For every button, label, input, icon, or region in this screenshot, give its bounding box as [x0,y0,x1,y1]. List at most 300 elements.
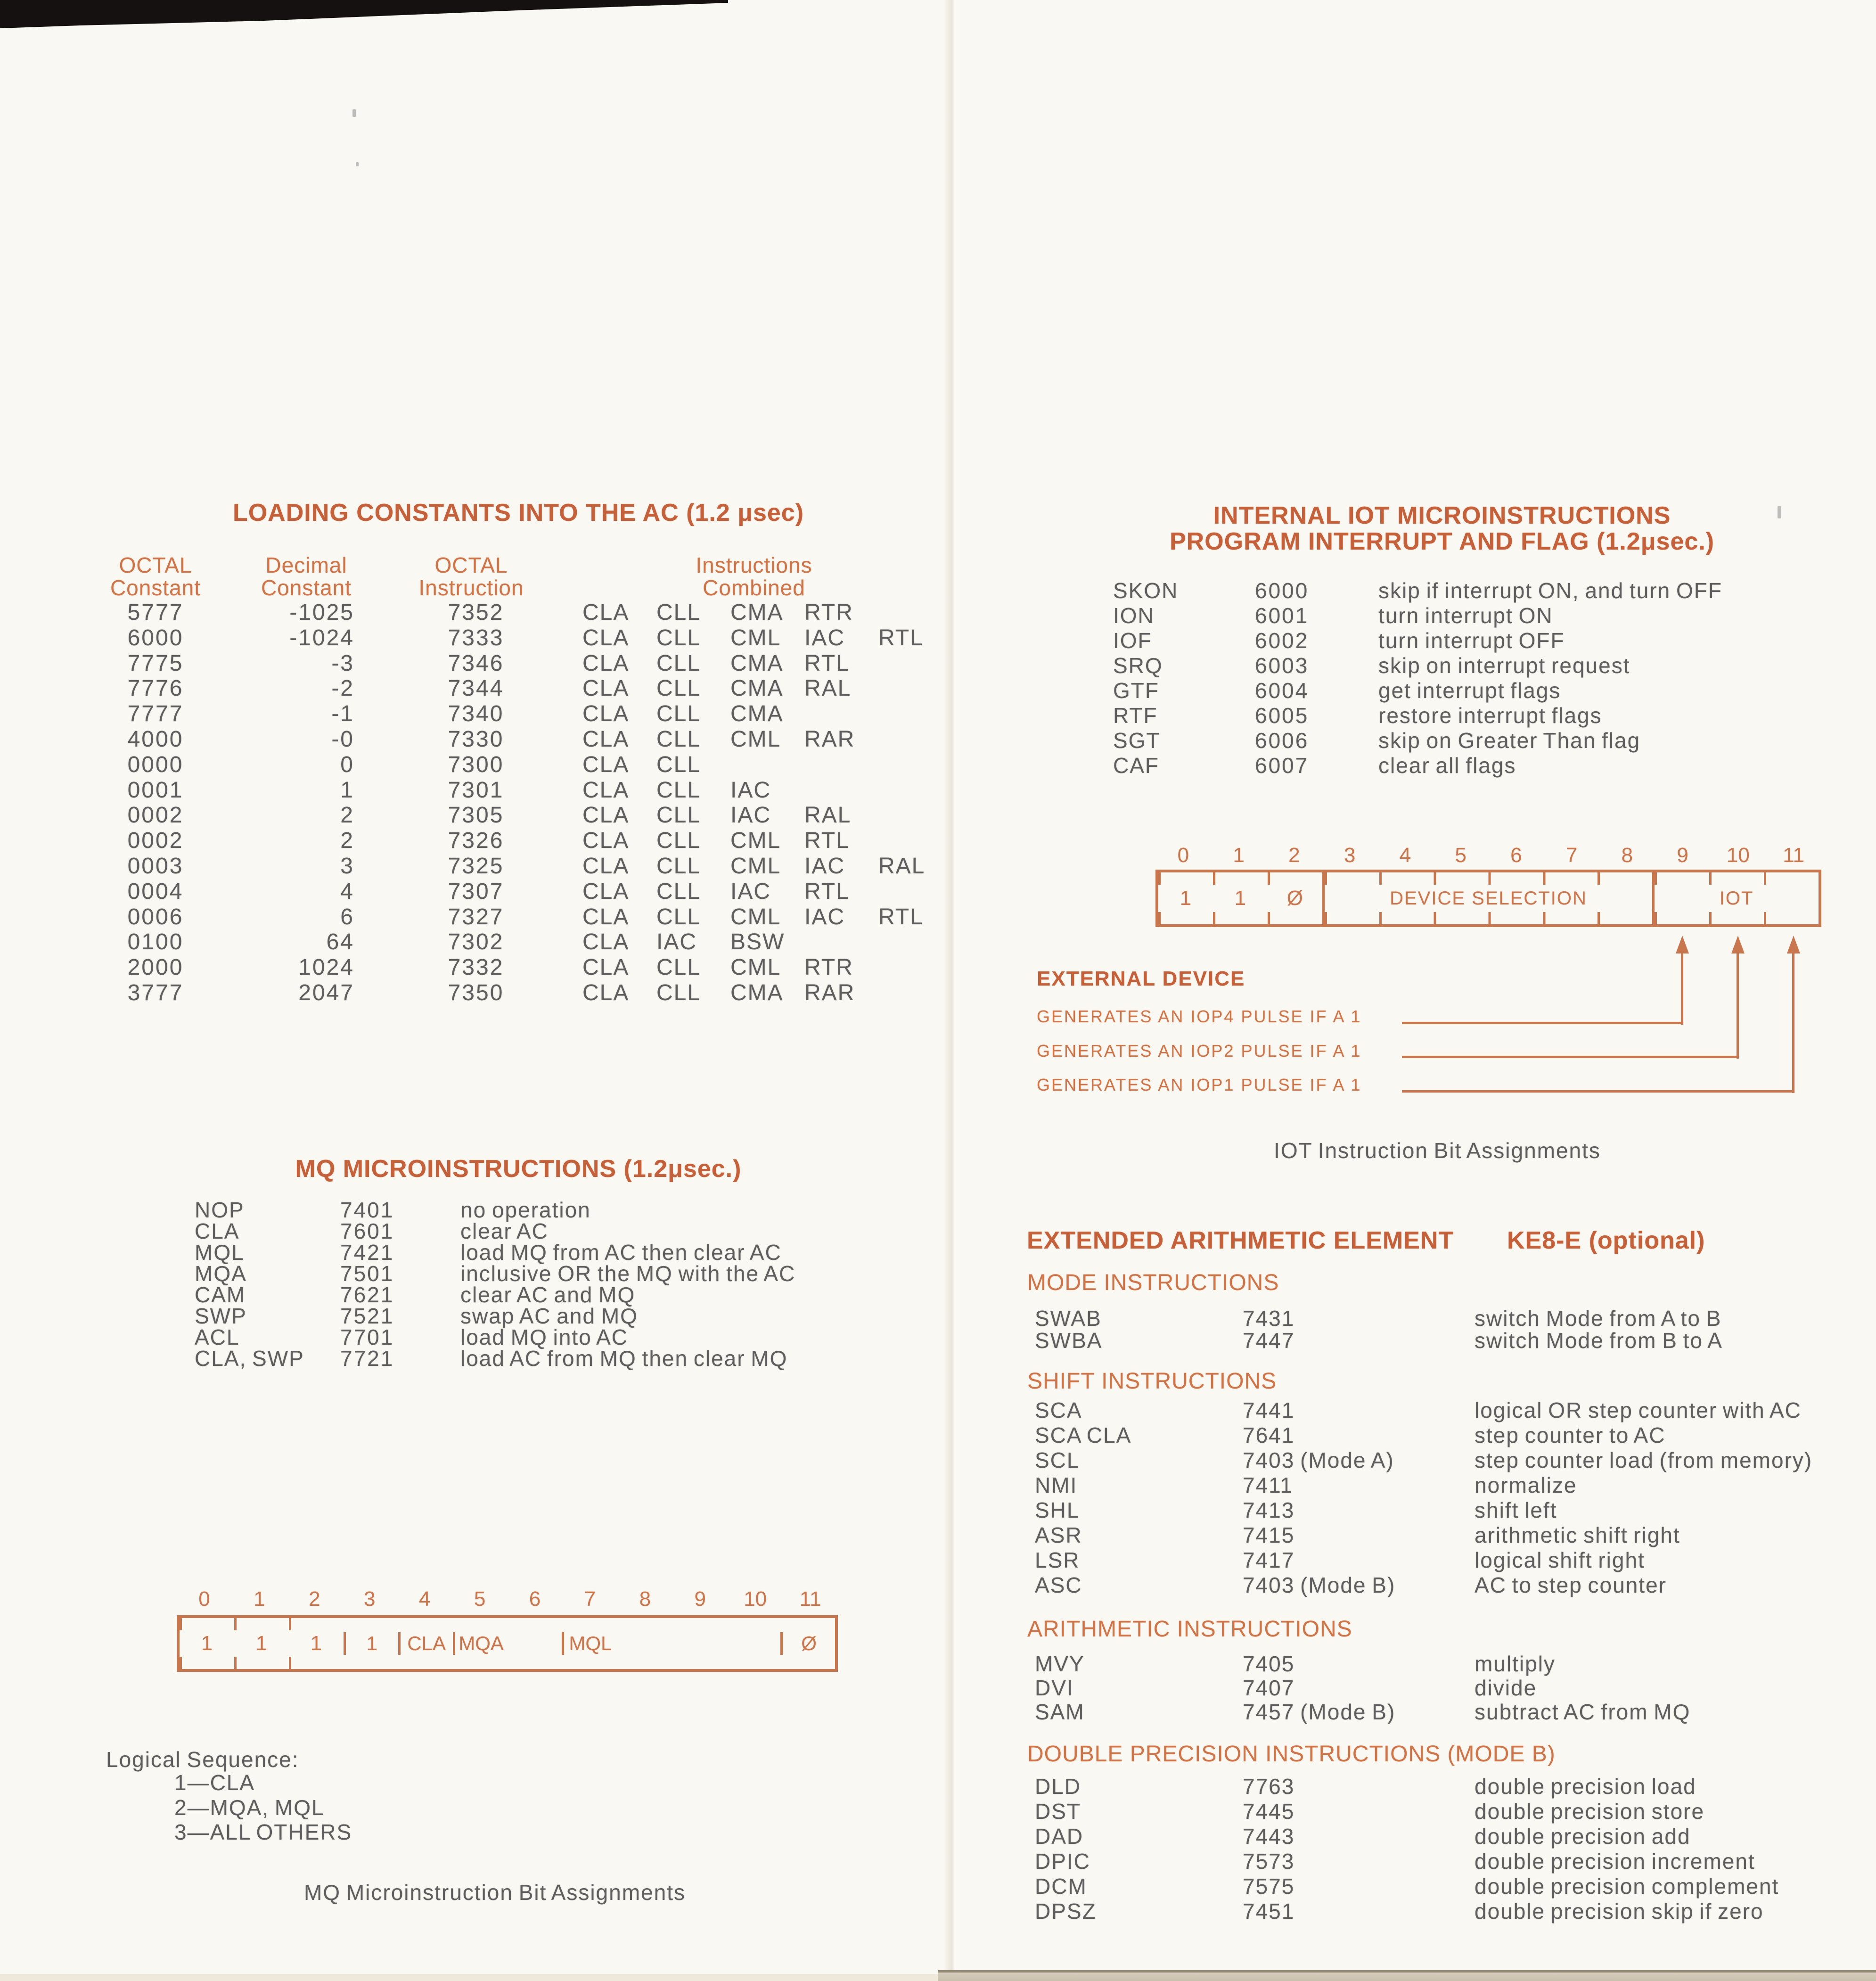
logical-sequence-title: Logical Sequence: [106,1747,299,1772]
bit-number: 1 [254,1587,265,1611]
description: load AC from MQ then clear MQ [460,1346,788,1371]
instruction-token: IAC [730,803,771,828]
octal-code: 7501 [340,1261,394,1286]
description: step counter to AC [1475,1423,1666,1447]
mode-instructions-heading: MODE INSTRUCTIONS [1027,1270,1279,1295]
bit-number: 10 [1726,844,1750,867]
octal-constant-value: 0000 [127,752,184,777]
octal-code: 7457 (Mode B) [1243,1700,1396,1724]
table-row [85,904,933,930]
table-row [1035,1874,1836,1899]
octal-instruction-value: 7307 [448,879,504,904]
octal-code: 7403 (Mode B) [1243,1573,1396,1597]
table-row [1035,1307,1836,1330]
decimal-constant-value: 64 [326,929,354,955]
instruction-token: RTL [878,625,924,650]
bit-cell: CLA [398,1632,453,1655]
connector-vertical-iop1 [1792,951,1794,1093]
instruction-token: CLA [582,853,630,879]
instruction-token: CLL [656,600,701,625]
instructions-combined-value [582,778,974,803]
mnemonic: CAM [195,1282,246,1307]
description: clear AC and MQ [460,1282,636,1307]
table-row [1035,1799,1836,1824]
octal-constant-value: 7775 [127,650,184,676]
table-row [1035,1498,1836,1523]
bit-number: 1 [1233,844,1245,867]
mnemonic: ION [1113,603,1155,628]
octal-code: 7451 [1243,1899,1295,1923]
instruction-token: CML [730,625,781,650]
description: switch Mode from B to A [1475,1328,1723,1353]
instruction-token: CLL [656,980,701,1005]
octal-instruction-value: 7344 [448,676,504,701]
octal-instruction-value: 7327 [448,904,504,929]
mode-instructions-table [1035,1307,1836,1352]
decimal-constant-value: 4 [340,879,354,904]
decimal-constant-value: 1024 [298,955,354,980]
instruction-token: CLL [656,752,701,777]
instruction-token: CLA [582,625,630,650]
card-bottom-shadow [0,1974,938,1981]
octal-code: 7521 [340,1304,394,1328]
description: AC to step counter [1475,1573,1667,1597]
octal-code: 7445 [1243,1799,1295,1824]
mnemonic: DVI [1035,1676,1074,1700]
decimal-constant-value: -0 [331,726,354,752]
octal-code: 7421 [340,1240,394,1265]
scan-speck [356,162,359,166]
description: double precision store [1475,1799,1705,1824]
octal-instruction-value: 7330 [448,726,504,752]
mnemonic: DLD [1035,1774,1081,1799]
table-row [1035,1774,1836,1799]
instructions-combined-value [582,955,974,980]
instruction-token: BSW [730,929,785,955]
instruction-token: CLL [656,879,701,904]
table-row [1035,1824,1836,1849]
mnemonic: MQL [195,1240,245,1265]
octal-code: 7431 [1243,1306,1295,1331]
octal-code: 6003 [1255,653,1309,678]
double-precision-table [1035,1774,1836,1924]
connector-vertical-iop4 [1681,951,1683,1025]
double-precision-heading: DOUBLE PRECISION INSTRUCTIONS (MODE B) [1027,1742,1556,1767]
iop-pulse-label: GENERATES AN IOP2 PULSE IF A 1 [1037,1041,1362,1060]
mnemonic: DCM [1035,1874,1087,1899]
octal-code: 7573 [1243,1849,1295,1874]
bit-number: 0 [198,1587,210,1611]
octal-code: 6004 [1255,678,1309,703]
table-row [195,1306,901,1327]
list-item: 2—MQA, MQL [174,1795,325,1820]
description: double precision load [1475,1774,1696,1799]
external-device-heading: EXTERNAL DEVICE [1037,967,1245,990]
instruction-token: CLL [656,701,701,727]
table-row [85,879,933,904]
bit-number: 2 [1288,844,1300,867]
octal-constant-value: 0002 [127,828,184,854]
connector-vertical-iop2 [1737,951,1739,1059]
mnemonic: ACL [195,1325,240,1349]
instructions-combined-value [582,980,974,1006]
table-row [85,701,933,727]
table-row [85,828,933,854]
instruction-token: CLL [656,650,701,676]
octal-instruction-value: 7346 [448,650,504,676]
octal-constant-value: 0002 [127,803,184,828]
instruction-token: IAC [656,929,697,955]
table-row [1113,603,1843,628]
octal-code: 6000 [1255,578,1309,603]
octal-constant-value: 7776 [127,676,184,701]
mnemonic: LSR [1035,1548,1080,1572]
table-row [1035,1330,1836,1352]
mnemonic: SCA CLA [1035,1423,1132,1447]
bit-number: 9 [694,1587,706,1611]
loading-constants-title: LOADING CONSTANTS INTO THE AC (1.2 μsec) [232,499,804,526]
octal-code: 6007 [1255,753,1309,778]
header-line: Combined [703,575,805,600]
decimal-constant-value: 2 [340,803,354,828]
instruction-token: CLA [582,701,630,727]
description: normalize [1475,1473,1577,1497]
description: load MQ from AC then clear AC [460,1240,782,1265]
octal-code: 7621 [340,1282,394,1307]
table-row [85,854,933,879]
table-row [1113,703,1843,728]
instructions-combined-value [582,676,974,701]
table-row [85,778,933,803]
mnemonic: ASR [1035,1523,1082,1547]
instructions-combined-value [582,701,974,727]
instructions-combined-value [582,600,974,625]
octal-constant-value: 4000 [127,726,184,752]
bit-number: 7 [584,1587,596,1611]
header-line: Decimal [265,553,347,577]
octal-code: 6001 [1255,603,1309,628]
header-line: Instructions [696,553,812,577]
iop-pulse-label: GENERATES AN IOP1 PULSE IF A 1 [1037,1075,1362,1094]
table-row [195,1242,901,1263]
octal-constant-value: 0100 [127,929,184,955]
description: switch Mode from A to B [1475,1306,1722,1331]
arithmetic-instructions-table [1035,1652,1836,1724]
instruction-token: CLL [656,726,701,752]
table-row [85,955,933,980]
instruction-token: CLA [582,676,630,701]
table-row [1113,728,1843,753]
octal-code: 7763 [1243,1774,1295,1799]
table-row [1113,653,1843,678]
mnemonic: RTF [1113,703,1158,728]
instruction-token: RAL [804,676,852,701]
header-line: Constant [110,575,201,600]
bit-cell: 1 [310,1632,322,1655]
instruction-token: CLA [582,904,630,929]
decimal-constant-value: 3 [340,853,354,879]
table-row [85,752,933,778]
table-row [1035,1573,1836,1598]
table-row [195,1327,901,1348]
instructions-combined-value [582,727,974,752]
instruction-token: CLA [582,752,630,777]
instruction-token: RTL [804,650,850,676]
mq-diagram-caption: MQ Microinstruction Bit Assignments [303,1880,686,1905]
iot-bit-register [1155,870,1821,927]
octal-constant-value: 2000 [127,955,184,980]
table-row [1035,1652,1836,1676]
table-row [195,1221,901,1242]
instruction-token: CLL [656,676,701,701]
table-row [1113,678,1843,703]
instructions-combined-value [582,651,974,676]
bit-number: 4 [1399,844,1411,867]
description: skip on Greater Than flag [1378,728,1641,753]
octal-instruction-value: 7305 [448,803,504,828]
table-row [1035,1849,1836,1874]
octal-code: 7721 [340,1346,394,1371]
instruction-token: CLA [582,879,630,904]
mnemonic: SWBA [1035,1328,1103,1353]
table-row [1035,1676,1836,1700]
octal-code: 7415 [1243,1523,1295,1547]
table-row [85,676,933,701]
instruction-token: CML [730,726,781,752]
column-header-octal-instruction [401,554,542,599]
mnemonic: SWP [195,1304,247,1328]
instruction-token: CLL [656,803,701,828]
decimal-constant-value: -1025 [289,600,354,625]
iop-pulse-labels [1037,1006,1461,1109]
mnemonic: DAD [1035,1824,1084,1849]
octal-instruction-value: 7333 [448,625,504,650]
instruction-token: RAR [804,980,855,1005]
octal-code: 7443 [1243,1824,1295,1849]
bit-cell: 1 [1180,887,1192,910]
instruction-token: CLA [582,929,630,955]
bit-number: 6 [529,1587,541,1611]
table-row [85,651,933,676]
description: turn interrupt OFF [1378,628,1565,653]
octal-instruction-value: 7300 [448,752,504,777]
card-bottom-edge [938,1970,1876,1981]
instruction-token: RTL [804,879,850,904]
table-row [85,600,933,625]
mnemonic: SCA [1035,1398,1082,1422]
instruction-token: CMA [730,676,784,701]
octal-code: 7447 [1243,1328,1295,1353]
table-row [85,980,933,1006]
decimal-constant-value: 0 [340,752,354,777]
octal-instruction-value: 7326 [448,828,504,854]
octal-constant-value: 3777 [127,980,184,1005]
octal-instruction-value: 7340 [448,701,504,727]
header-line: OCTAL [119,553,192,577]
instruction-token: CML [730,904,781,929]
iot-bit-numbers [1155,844,1821,868]
mnemonic: CLA, SWP [195,1346,304,1371]
mnemonic: GTF [1113,678,1159,703]
mnemonic: SKON [1113,578,1179,603]
instruction-token: CLA [582,828,630,854]
decimal-constant-value: -1024 [289,625,354,650]
bit-number: 4 [418,1587,431,1611]
instruction-token: CMA [730,600,784,625]
octal-instruction-value: 7302 [448,929,504,955]
bit-cell: 1 [255,1632,268,1655]
iot-microinstructions-table [1113,578,1843,778]
mnemonic: DST [1035,1799,1081,1824]
description: swap AC and MQ [460,1304,638,1328]
description: double precision skip if zero [1475,1899,1764,1923]
octal-constant-value: 5777 [127,600,184,625]
bit-cell: 1 [344,1632,398,1655]
bit-number: 11 [799,1587,821,1611]
bit-number: 6 [1510,844,1522,867]
instructions-combined-value [582,803,974,828]
mnemonic: DPIC [1035,1849,1090,1874]
description: skip if interrupt ON, and turn OFF [1378,578,1723,603]
octal-code: 7441 [1243,1398,1295,1422]
iot-title-line2: PROGRAM INTERRUPT AND FLAG (1.2μsec.) [1169,528,1715,555]
octal-constant-value: 0004 [127,879,184,904]
description: no operation [460,1198,591,1222]
mnemonic: SGT [1113,728,1161,753]
octal-code: 6002 [1255,628,1309,653]
mnemonic: IOF [1113,628,1152,653]
octal-code: 6005 [1255,703,1309,728]
instruction-token: CMA [730,980,784,1005]
octal-constant-value: 6000 [127,625,184,650]
description: load MQ into AC [460,1325,628,1349]
bit-number: 5 [474,1587,486,1611]
bit-cell: MQL [562,1632,616,1655]
instruction-token: CLL [656,625,701,650]
header-line: Instruction [418,575,524,600]
instruction-token: CLA [582,980,630,1005]
eae-subtitle: KE8-E (optional) [1507,1227,1705,1254]
octal-code: 7405 [1243,1652,1295,1676]
instruction-token: CMA [730,701,784,727]
instruction-token: CLL [656,828,701,854]
iot-diagram-caption: IOT Instruction Bit Assignments [1274,1138,1601,1163]
mnemonic: SRQ [1113,653,1163,678]
iot-field: IOT [1652,872,1819,924]
logical-sequence-list [174,1770,598,1845]
description: double precision add [1475,1824,1691,1849]
bit-number: 3 [363,1587,376,1611]
iot-title-line1: INTERNAL IOT MICROINSTRUCTIONS [1213,502,1671,529]
mnemonic: SAM [1035,1700,1085,1724]
bit-cell: 1 [1234,887,1246,910]
mnemonic: MQA [195,1261,247,1286]
table-row [195,1284,901,1306]
description: inclusive OR the MQ with the AC [460,1261,796,1286]
table-row [1035,1473,1836,1498]
arithmetic-instructions-heading: ARITHMETIC INSTRUCTIONS [1027,1617,1352,1642]
octal-code: 7601 [340,1219,394,1243]
instruction-token: RAL [804,803,852,828]
mnemonic: SWAB [1035,1306,1102,1331]
octal-code: 7411 [1243,1473,1293,1497]
mq-bit-numbers [177,1587,838,1612]
decimal-constant-value: 2047 [298,980,354,1005]
table-row [85,803,933,828]
instructions-combined-value [582,904,974,930]
instruction-token: IAC [730,879,771,904]
table-row [1035,1899,1836,1924]
instruction-token: CLA [582,650,630,676]
description: multiply [1475,1652,1556,1676]
instruction-token: CLA [582,803,630,828]
bit-cell: Ø [780,1632,835,1655]
mnemonic: NMI [1035,1473,1078,1497]
bit-number: 10 [744,1587,767,1611]
octal-code: 7403 (Mode A) [1243,1448,1394,1472]
description: clear all flags [1378,753,1516,778]
column-header-octal-constant [85,554,226,599]
instruction-token: IAC [804,904,845,929]
table-row [1113,753,1843,778]
description: skip on interrupt request [1378,653,1630,678]
instruction-token: CML [730,853,781,879]
description: divide [1475,1676,1537,1700]
header-line: OCTAL [434,553,508,577]
description: shift left [1475,1498,1557,1522]
octal-instruction-value: 7301 [448,777,504,803]
instruction-token: RAR [804,726,855,752]
table-row [195,1200,901,1221]
decimal-constant-value: -1 [331,701,354,727]
octal-instruction-value: 7350 [448,980,504,1005]
instruction-token: IAC [804,625,845,650]
table-row [1035,1423,1836,1448]
scan-edge-artifact [0,0,728,29]
bit-number: 5 [1455,844,1466,867]
mq-microinstructions-table [195,1200,901,1369]
instruction-token: CLA [582,600,630,625]
octal-instruction-value: 7352 [448,600,504,625]
instruction-token: CLL [656,904,701,929]
octal-code: 7641 [1243,1423,1295,1447]
mq-bits-field-group [344,1618,835,1669]
instructions-combined-value [582,854,974,879]
list-item: 3—ALL OTHERS [174,1820,352,1844]
mnemonic: SCL [1035,1448,1080,1472]
octal-code: 7417 [1243,1548,1295,1572]
instruction-token: CLA [582,955,630,980]
bit-number: 2 [309,1587,320,1611]
table-row [1035,1398,1836,1423]
instruction-token: CML [730,955,781,980]
shift-instructions-heading: SHIFT INSTRUCTIONS [1027,1369,1277,1394]
device-selection-field: DEVICE SELECTION [1322,872,1653,924]
table-row [1035,1548,1836,1573]
table-row [85,727,933,752]
scan-speck [352,109,356,117]
octal-code: 7413 [1243,1498,1295,1522]
instruction-token: CLL [656,955,701,980]
instruction-token: RTL [878,904,924,929]
column-header-decimal-constant [236,554,377,599]
mq-microinstructions-title: MQ MICROINSTRUCTIONS (1.2μsec.) [295,1155,742,1183]
decimal-constant-value: -3 [331,650,354,676]
bit-number: 11 [1783,844,1804,867]
shift-instructions-table [1035,1398,1836,1598]
description: restore interrupt flags [1378,703,1602,728]
instructions-combined-value [582,828,974,854]
